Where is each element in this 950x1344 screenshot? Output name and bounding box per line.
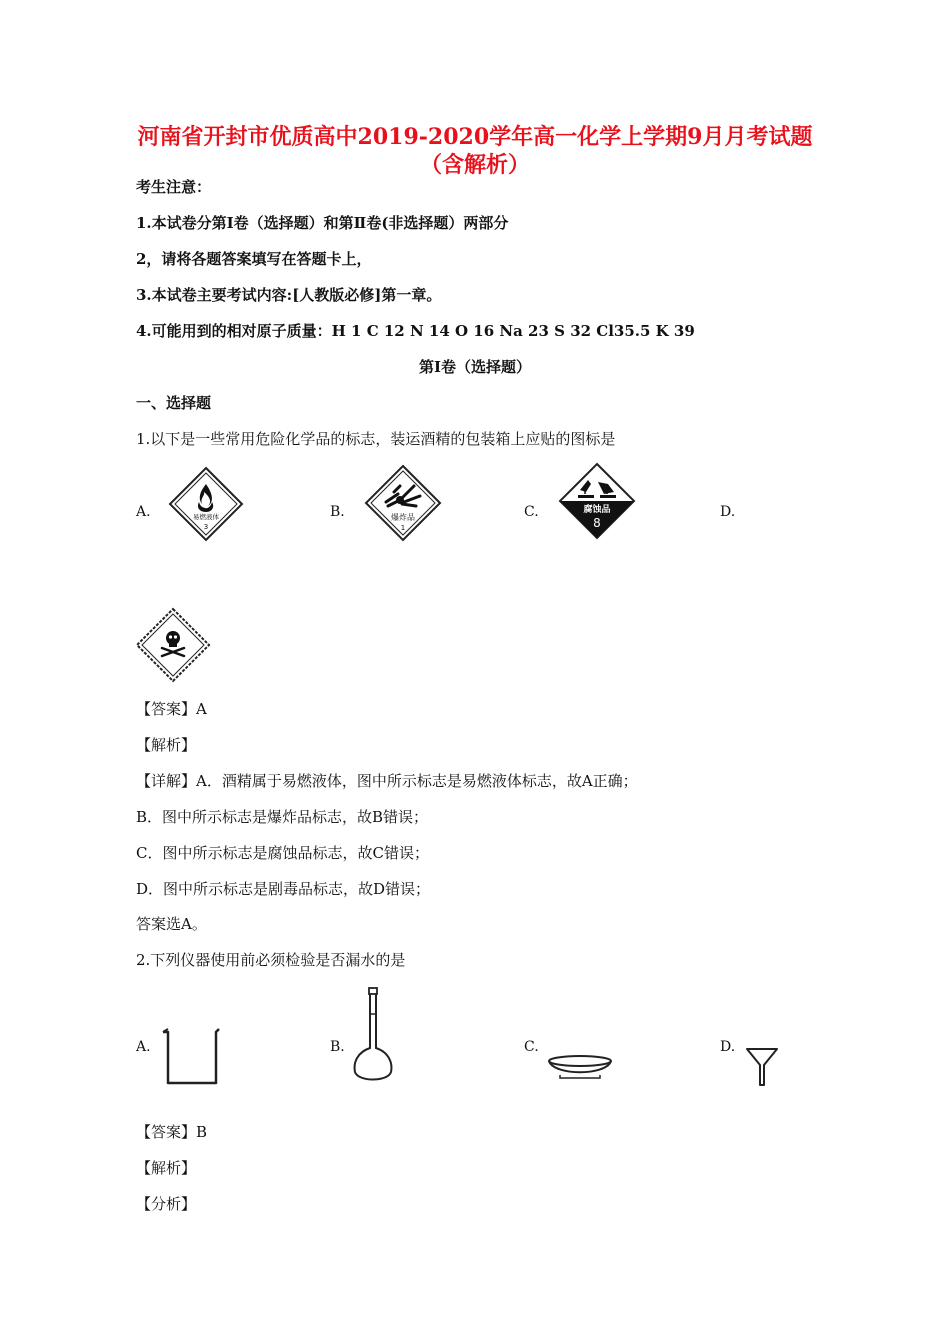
beaker-icon [160, 1026, 222, 1092]
sign-number: 8 [593, 516, 601, 530]
option-label-a: A. [136, 1039, 151, 1055]
explosive-sign-icon [364, 464, 442, 546]
flammable-liquid-sign-icon [168, 466, 244, 546]
detail-line: 答案选A。 [136, 915, 207, 933]
toxic-sign-icon [134, 606, 212, 688]
sign-text: 腐蚀品 [583, 505, 611, 515]
answer-line: 【答案】B [136, 1123, 208, 1141]
notice-heading: 考生注意： [136, 178, 212, 196]
option-label-d: D. [720, 1039, 736, 1055]
section-title: 第Ⅰ卷（选择题） [418, 358, 532, 376]
analysis-label: 【解析】 [136, 1159, 197, 1177]
sign-number: 3 [203, 523, 209, 531]
notice-item: 1.本试卷分第Ⅰ卷（选择题）和第Ⅱ卷(非选择题）两部分 [136, 214, 509, 232]
question-stem: 2.下列仪器使用前必须检验是否漏水的是 [136, 951, 406, 969]
sign-text: 易燃液体 [193, 513, 219, 521]
exam-title-subtitle: （含解析） [419, 152, 530, 178]
option-label-c: C. [524, 504, 539, 520]
analysis-label: 【解析】 [136, 736, 197, 754]
option-label-b: B. [330, 504, 345, 520]
notice-item: 4.可能用到的相对原子质量：H 1 C 12 N 14 O 16 Na 23 S 32 Cl35.5 K 39 [136, 322, 695, 340]
corrosive-sign-icon [558, 462, 636, 544]
volumetric-flask-icon [350, 986, 396, 1090]
detail-line: C．图中所示标志是腐蚀品标志，故C错误； [136, 844, 429, 862]
notice-item: 3.本试卷主要考试内容:[人教版必修]第一章。 [136, 286, 442, 304]
detail-line: B．图中所示标志是爆炸品标志，故B错误； [136, 808, 429, 826]
answer-line: 【答案】A [136, 700, 207, 718]
question-stem: 1.以下是一些常用危险化学品的标志，装运酒精的包装箱上应贴的图标是 [136, 430, 616, 448]
exam-title: 河南省开封市优质高中2019-2020学年高一化学上学期9月月考试题 [137, 124, 813, 150]
option-label-d: D. [720, 504, 736, 520]
option-label-a: A. [136, 504, 151, 520]
detail-line: D．图中所示标志是剧毒品标志，故D错误； [136, 880, 431, 898]
subanalysis-label: 【分析】 [136, 1195, 197, 1213]
evaporating-dish-icon [546, 1052, 614, 1086]
notice-item: 2，请将各题答案填写在答题卡上， [136, 250, 372, 268]
detail-line: 【详解】A．酒精属于易燃液体，图中所示标志是易燃液体标志，故A正确； [136, 772, 638, 790]
option-label-c: C. [524, 1039, 539, 1055]
option-label-b: B. [330, 1039, 345, 1055]
funnel-icon [744, 1045, 780, 1091]
sign-number: 1 [400, 524, 406, 532]
part-title: 一、选择题 [136, 394, 212, 412]
sign-text: 爆炸品 [391, 513, 415, 522]
